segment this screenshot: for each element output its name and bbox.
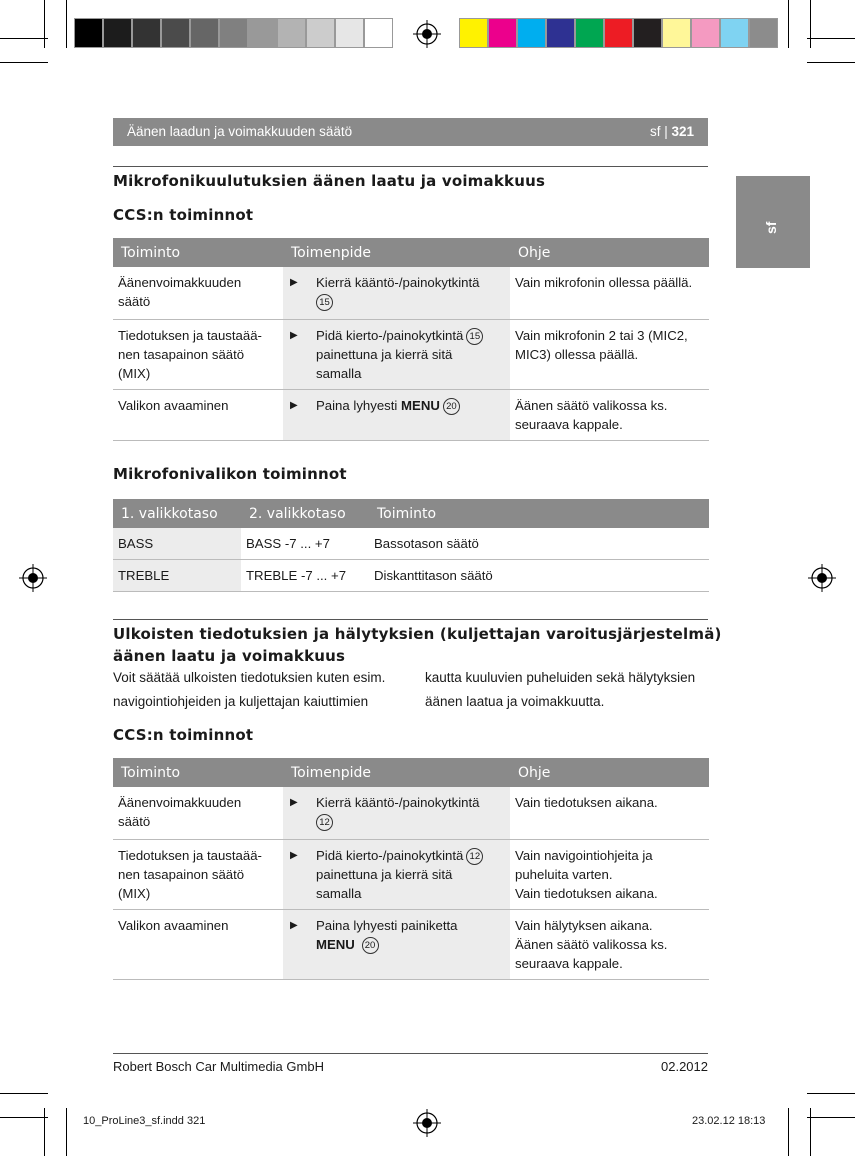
crop-mark [66, 0, 67, 48]
footer-company: Robert Bosch Car Multimedia GmbH [113, 1059, 324, 1074]
column-header: Toiminto [369, 499, 709, 528]
triangle-arrow-icon: ▶ [290, 919, 298, 931]
triangle-arrow-icon: ▶ [290, 797, 298, 808]
column-header: 1. valikkotaso [113, 499, 241, 528]
crop-mark [0, 1093, 48, 1094]
column-header: Toimenpide [283, 238, 510, 267]
crop-mark [807, 1117, 855, 1118]
reference-number-icon: 15 [316, 294, 333, 311]
slug-timestamp: 23.02.12 18:13 [692, 1115, 766, 1127]
note-cell: Äänen säätö valikossa ks. seuraava kappale. [510, 389, 709, 440]
table-row [113, 839, 709, 909]
note-cell: Vain mikrofonin ollessa päällä. [510, 267, 709, 319]
table-row [113, 787, 709, 839]
function-cell: Valikon avaaminen [113, 909, 283, 979]
table-row [113, 319, 709, 389]
header-section-title: Äänen laadun ja voimakkuuden säätö [127, 124, 353, 139]
function-cell: Äänenvoimakkuuden säätö [113, 787, 283, 839]
registration-mark-icon [808, 564, 836, 592]
function-cell: Äänenvoimakkuuden säätö [113, 267, 283, 319]
section-heading: Mikrofonikuulutuksien äänen laatu ja voimakkuus [113, 172, 546, 190]
section-heading: Mikrofonivalikon toiminnot [113, 465, 347, 483]
level2-cell: TREBLE -7 ... +7 [241, 560, 369, 592]
running-header [113, 118, 708, 146]
function-cell: Valikon avaaminen [113, 389, 283, 440]
triangle-arrow-icon: ▶ [290, 329, 298, 341]
table-row [113, 528, 709, 560]
reference-number-icon: 12 [466, 848, 483, 865]
reference-number-icon: 15 [466, 328, 483, 345]
column-header: Ohje [510, 238, 709, 267]
sub-heading: CCS:n toiminnot [113, 206, 254, 224]
crop-mark [807, 38, 855, 39]
process-color-bar [459, 18, 778, 48]
note-cell: Vain navigointiohjeita ja puheluita varten. Vain tiedotuksen aikana. [510, 839, 709, 909]
note-cell: Vain mikrofonin 2 tai 3 (MIC2, MIC3) ollessa päällä. [510, 319, 709, 389]
column-header: Ohje [510, 758, 709, 787]
side-tab-label: sf [763, 221, 779, 234]
crop-mark [44, 0, 45, 48]
crop-mark [810, 0, 811, 48]
function-cell: Bassotason säätö [369, 528, 709, 560]
ccs-external-functions-table [113, 758, 709, 980]
slug-filename: 10_ProLine3_sf.indd 321 [83, 1115, 206, 1127]
intro-paragraph-right: kautta kuuluvien puheluiden sekä hälytyksien äänen laatua ja voimakkuutta. [425, 670, 696, 709]
function-cell: Tiedotuksen ja taustaää-nen tasapainon säätö (MIX) [113, 319, 283, 389]
table-row [113, 909, 709, 979]
reference-number-icon: 20 [362, 937, 379, 954]
section-heading-line2: äänen laatu ja voimakkuus [113, 647, 346, 665]
column-header: Toiminto [113, 238, 283, 267]
footer-date: 02.2012 [661, 1059, 708, 1074]
crop-mark [66, 1108, 67, 1156]
section-rule [113, 619, 708, 620]
crop-mark [0, 62, 48, 63]
microphone-menu-table [113, 499, 709, 592]
registration-mark-icon [19, 564, 47, 592]
triangle-arrow-icon: ▶ [290, 399, 298, 411]
table-header-row [113, 499, 709, 528]
crop-mark [0, 1117, 48, 1118]
registration-mark-icon [413, 20, 441, 48]
sub-heading: CCS:n toiminnot [113, 726, 254, 744]
header-page-number: sf | 321 [649, 124, 694, 139]
registration-mark-icon [413, 1109, 441, 1137]
triangle-arrow-icon: ▶ [290, 277, 298, 288]
action-cell: ▶ Paina lyhyesti painiketta MENU 20 [283, 909, 510, 979]
footer-rule [113, 1053, 708, 1054]
reference-number-icon: 20 [443, 398, 460, 415]
level1-cell: TREBLE [113, 560, 241, 592]
function-cell: Diskanttitason säätö [369, 560, 709, 592]
crop-mark [807, 1093, 855, 1094]
action-cell: ▶ Pidä kierto-/painokytkintä 12 painettuna ja kierrä sitä samalla [283, 839, 510, 909]
crop-mark [0, 38, 48, 39]
crop-mark [788, 1108, 789, 1156]
action-cell: ▶ Pidä kierto-/painokytkintä 15 painettuna ja kierrä sitä samalla [283, 319, 510, 389]
crop-mark [788, 0, 789, 48]
table-header-row [113, 758, 709, 787]
column-header: 2. valikkotaso [241, 499, 369, 528]
crop-mark [44, 1108, 45, 1156]
language-side-tab [736, 176, 810, 268]
grayscale-color-bar [74, 18, 393, 48]
level1-cell: BASS [113, 528, 241, 560]
action-cell: ▶ Kierrä kääntö-/painokytkintä 15 [283, 267, 510, 319]
triangle-arrow-icon: ▶ [290, 849, 298, 861]
table-row [113, 267, 709, 319]
reference-number-icon: 12 [316, 814, 333, 831]
table-row [113, 560, 709, 592]
note-cell: Vain hälytyksen aikana. Äänen säätö valikossa ks. seuraava kappale. [510, 909, 709, 979]
action-cell: ▶ Kierrä kääntö-/painokytkintä 12 [283, 787, 510, 839]
action-cell: ▶ Paina lyhyesti MENU 20 [283, 389, 510, 440]
table-header-row [113, 238, 709, 267]
crop-mark [810, 1108, 811, 1156]
column-header: Toiminto [113, 758, 283, 787]
section-heading: Ulkoisten tiedotuksien ja hälytyksien (kuljettajan varoitusjärjestelmä) [113, 625, 722, 643]
crop-mark [807, 62, 855, 63]
level2-cell: BASS -7 ... +7 [241, 528, 369, 560]
section-rule [113, 166, 708, 167]
note-cell: Vain tiedotuksen aikana. [510, 787, 709, 839]
column-header: Toimenpide [283, 758, 510, 787]
table-row [113, 389, 709, 440]
ccs-functions-table [113, 238, 709, 441]
intro-paragraph-left: Voit säätää ulkoisten tiedotuksien kuten esim. navigointiohjeiden ja kuljettajan kaiuttimien [113, 670, 386, 709]
function-cell: Tiedotuksen ja taustaää-nen tasapainon säätö (MIX) [113, 839, 283, 909]
